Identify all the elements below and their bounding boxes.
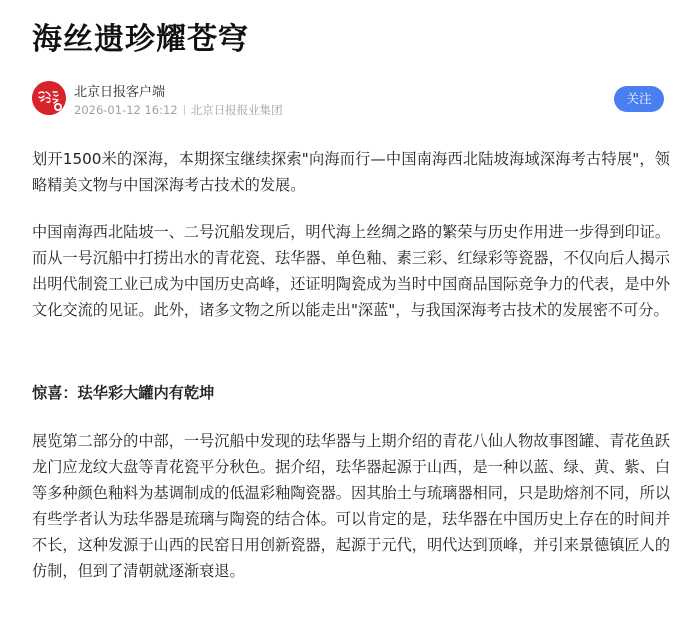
article-meta — [74, 102, 283, 118]
follow-button[interactable]: 关注 — [614, 86, 664, 112]
source-name[interactable]: 北京日报客户端 — [74, 85, 166, 100]
article-subheading: 惊喜：珐华彩大罐内有乾坤 — [32, 384, 215, 402]
newspaper-logo-icon — [32, 81, 66, 115]
publisher-name: 北京日报报业集团 — [190, 103, 283, 117]
source-avatar[interactable] — [32, 81, 66, 115]
publish-date: 2026-01-12 16:12 — [74, 103, 178, 117]
article-paragraph: 划开1500米的深海，本期探宝继续探索"向海而行—中国南海西北陆坡海域深海考古特展"，领略精美文物与中国深海考古技术的发展。 — [32, 150, 670, 194]
article-paragraph: 中国南海西北陆坡一、二号沉船发现后，明代海上丝绸之路的繁荣与历史作用进一步得到印证。而从一号沉船中打捞出水的青花瓷、珐华器、单色釉、素三彩、红绿彩等瓷器，不仅向后人揭示出明代制瓷工业已成为中国历史高峰，还证明陶瓷成为当时中国商品国际竞争力的代表，是中外文化交流的见证。此外，诸多文物之所以能走出"深蓝"，与我国深海考古技术的发展密不可分。 — [32, 223, 670, 319]
meta-divider — [184, 105, 185, 115]
article-paragraph: 展览第二部分的中部，一号沉船中发现的珐华器与上期介绍的青花八仙人物故事图罐、青花鱼跃龙门应龙纹大盘等青花瓷平分秋色。据介绍，珐华器起源于山西，是一种以蓝、绿、黄、紫、白等多种颜色釉料为基调制成的低温彩釉陶瓷器。因其胎土与琉璃器相同，只是助熔剂不同，所以有些学者认为珐华器是琉璃与陶瓷的结合体。可以肯定的是，珐华器在中国历史上存在的时间并不长，这种发源于山西的民窑日用创新瓷器，起源于元代，明代达到顶峰，并引来景德镇匠人的仿制，但到了清朝就逐渐衰退。 — [32, 432, 670, 580]
article-title: 海丝遗珍耀苍穹 — [32, 22, 249, 57]
